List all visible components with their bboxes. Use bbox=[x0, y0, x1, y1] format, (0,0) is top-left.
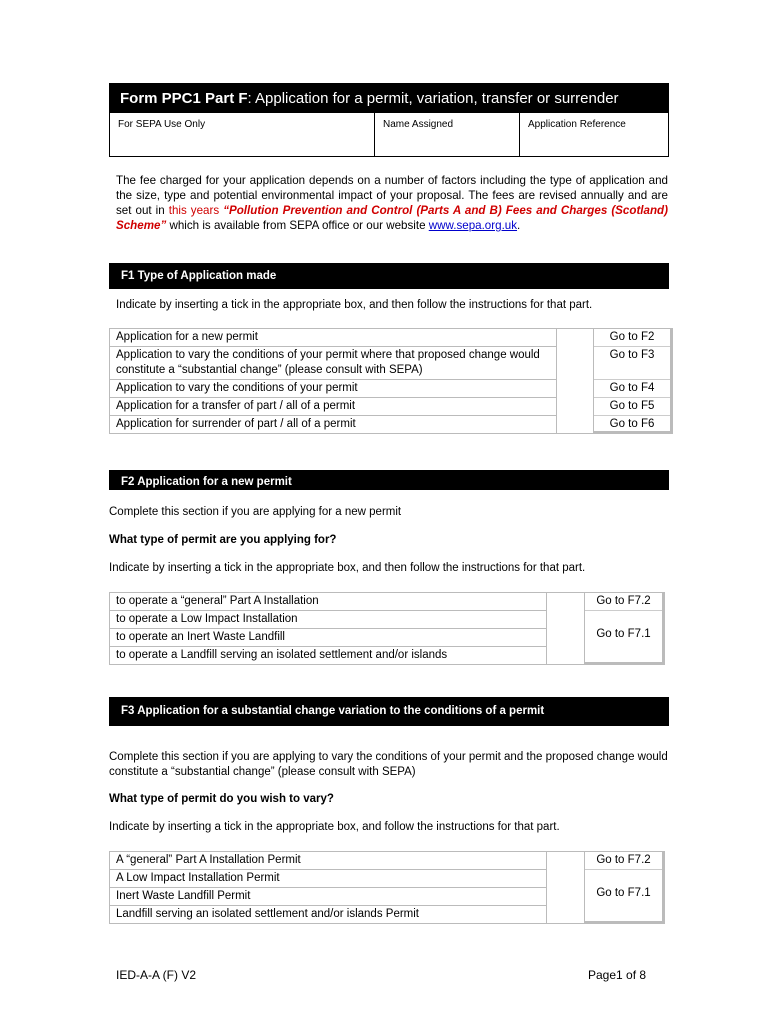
fee-text-1: The fee charged for your application depends on a number of factors including the type of application and the size, type and potential environmental impact of your proposal. The fees are revised annually and are set out in bbox=[116, 174, 668, 217]
f1-options-table bbox=[109, 328, 673, 434]
f2-goto-column bbox=[584, 592, 665, 665]
f2-options-labels bbox=[109, 592, 547, 665]
f1-goto-f3: Go to F3 bbox=[594, 347, 670, 380]
form-title bbox=[110, 84, 668, 113]
f3-option-inert-landfill[interactable]: Inert Waste Landfill Permit bbox=[109, 887, 547, 905]
f3-options-labels bbox=[109, 851, 547, 924]
f1-goto-f6: Go to F6 bbox=[609, 418, 655, 430]
f1-option-substantial-change[interactable]: Application to vary the conditions of your permit where that proposed change would constitute a “substantial change” (please consult with SEPA) bbox=[109, 346, 557, 379]
f3-instruction: Indicate by inserting a tick in the appropriate box, and follow the instructions for that part. bbox=[109, 821, 560, 833]
sepa-use-only-field[interactable]: For SEPA Use Only bbox=[110, 113, 375, 156]
f1-goto-column bbox=[593, 328, 673, 434]
fee-text-2: which is available from SEPA office or our website bbox=[166, 219, 429, 232]
document-reference: IED-A-A (F) V2 bbox=[116, 968, 197, 982]
form-title-code: Form PPC1 Part F bbox=[120, 90, 248, 107]
name-assigned-field[interactable]: Name Assigned bbox=[375, 113, 520, 156]
f3-heading: F3 Application for a substantial change variation to the conditions of a permit bbox=[109, 697, 669, 726]
f3-intro: Complete this section if you are applying to vary the conditions of your permit and the proposed change would constitute a “substantial change” (please consult with SEPA) bbox=[109, 751, 668, 778]
f1-option-transfer[interactable]: Application for a transfer of part / all of a permit bbox=[109, 397, 557, 415]
f2-options-table bbox=[109, 592, 665, 665]
f3-goto-f7-1: Go to F7.1 bbox=[596, 887, 651, 899]
f1-heading: F1 Type of Application made bbox=[109, 263, 669, 289]
f2-goto-f7-1: Go to F7.1 bbox=[596, 628, 651, 640]
f2-goto-f7-2: Go to F7.2 bbox=[585, 593, 662, 611]
form-title-text: : Application for a permit, variation, transfer or surrender bbox=[247, 90, 619, 107]
f2-option-inert-landfill[interactable]: to operate an Inert Waste Landfill bbox=[109, 628, 547, 646]
f1-option-new-permit[interactable]: Application for a new permit bbox=[109, 328, 557, 346]
f3-option-general-part-a[interactable]: A “general” Part A Installation Permit bbox=[109, 851, 547, 869]
f3-goto-f7-2: Go to F7.2 bbox=[585, 852, 662, 870]
f3-option-isolated-landfill[interactable]: Landfill serving an isolated settlement and/or islands Permit bbox=[109, 905, 547, 924]
f3-options-table bbox=[109, 851, 665, 924]
sepa-use-row bbox=[110, 113, 668, 156]
fee-paragraph bbox=[116, 173, 668, 233]
f1-options-labels bbox=[109, 328, 557, 434]
f2-option-isolated-landfill[interactable]: to operate a Landfill serving an isolated settlement and/or islands bbox=[109, 646, 547, 665]
form-header bbox=[109, 83, 669, 157]
f1-goto-f2: Go to F2 bbox=[594, 329, 670, 347]
f1-option-surrender[interactable]: Application for surrender of part / all of a permit bbox=[109, 415, 557, 434]
f1-goto-f4: Go to F4 bbox=[594, 380, 670, 398]
f1-instruction: Indicate by inserting a tick in the appropriate box, and then follow the instructions for that part. bbox=[116, 299, 593, 311]
f1-tick-column[interactable] bbox=[557, 328, 593, 434]
f3-question: What type of permit do you wish to vary? bbox=[109, 793, 334, 805]
f3-goto-column bbox=[584, 851, 665, 924]
f2-option-low-impact[interactable]: to operate a Low Impact Installation bbox=[109, 610, 547, 628]
f1-goto-f5: Go to F5 bbox=[594, 398, 670, 416]
f2-question: What type of permit are you applying for? bbox=[109, 534, 337, 546]
page-number: Page1 of 8 bbox=[588, 968, 647, 982]
fee-text-red: this years bbox=[168, 204, 224, 217]
sepa-website-link[interactable]: www.sepa.org.uk bbox=[428, 219, 518, 232]
f2-instruction: Indicate by inserting a tick in the appropriate box, and then follow the instructions for that part. bbox=[109, 562, 586, 574]
application-reference-field[interactable]: Application Reference bbox=[528, 119, 626, 130]
fee-text-3: . bbox=[517, 219, 521, 232]
f3-option-low-impact[interactable]: A Low Impact Installation Permit bbox=[109, 869, 547, 887]
fees-scheme-title: “Pollution Prevention and Control (Parts A and B) Fees and Charges (Scotland) Scheme” bbox=[116, 204, 668, 232]
f2-heading: F2 Application for a new permit bbox=[109, 470, 669, 490]
f2-option-general-part-a[interactable]: to operate a “general” Part A Installation bbox=[109, 592, 547, 610]
f2-tick-column[interactable] bbox=[547, 592, 584, 665]
f1-option-vary-conditions[interactable]: Application to vary the conditions of your permit bbox=[109, 379, 557, 397]
f2-intro: Complete this section if you are applying for a new permit bbox=[109, 506, 402, 518]
f3-tick-column[interactable] bbox=[547, 851, 584, 924]
